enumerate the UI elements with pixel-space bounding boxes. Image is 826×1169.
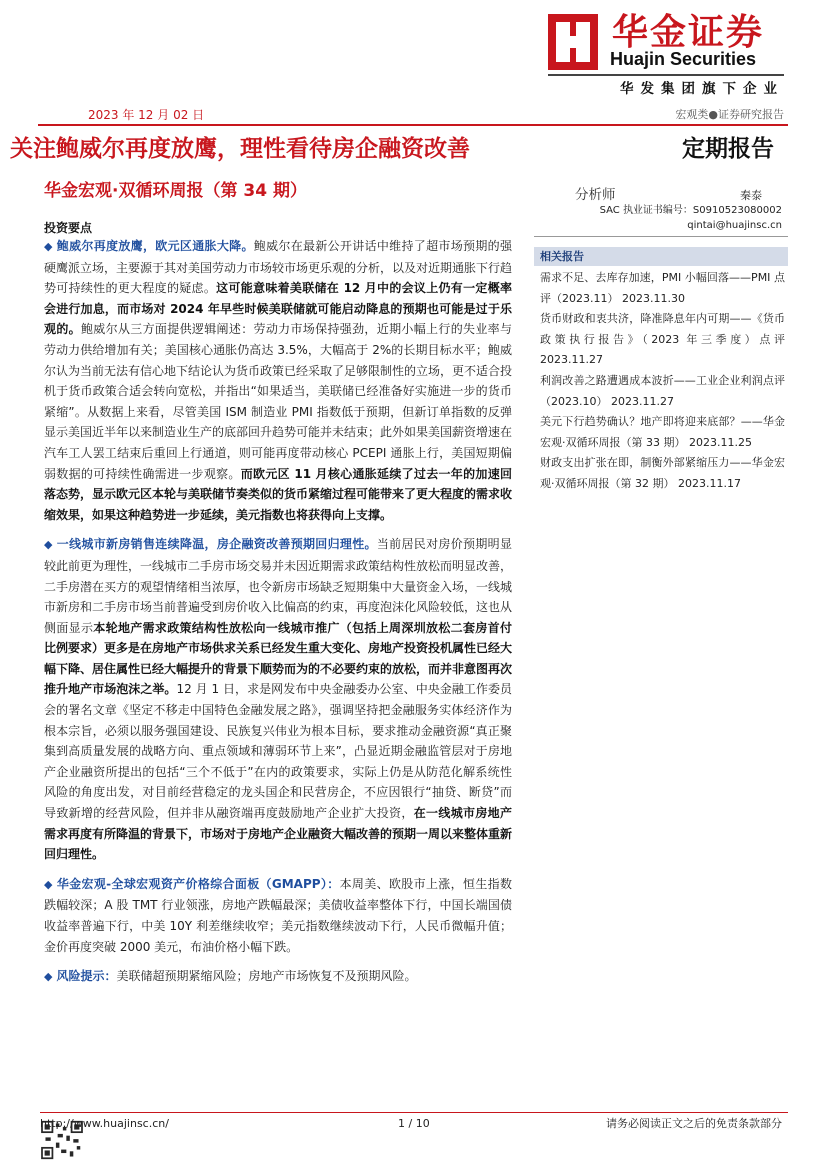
paragraph-lead: 风险提示： xyxy=(56,969,117,984)
paragraph-lead: 华金宏观-全球宏观资产价格综合面板（GMAPP）： xyxy=(56,876,340,891)
analyst-certificate: SAC 执业证书编号：S0910523080002 xyxy=(599,205,782,216)
paragraph-emphasis: 本轮地产需求政策结构性放松向一线城市推广（包括上周深圳放松二套房首付比例要求）更多是在房地产市场供求关系已经发生重大变化、房地产投资投机属性已经大幅下降、居住属性已经大幅提升的背景下顺势而为的不必要约束的放松，而并非意图再次推升地产市场泡沫之举。 xyxy=(44,620,513,697)
related-report-item[interactable]: 财政支出扩张在即，制衡外部紧缩压力——华金宏观·双循环周报（第 32 期） 2023.11.17 xyxy=(540,456,785,490)
diamond-bullet-icon: ◆ xyxy=(44,970,53,984)
huajin-logo-icon xyxy=(548,14,598,70)
paragraph-gmapp xyxy=(44,874,512,957)
paragraph-property xyxy=(44,534,512,865)
diamond-bullet-icon: ◆ xyxy=(44,240,53,253)
section-heading: 投资要点 xyxy=(44,221,93,235)
document-category: 宏观类●证券研究报告 xyxy=(675,108,784,121)
investment-highlights xyxy=(44,236,512,997)
analyst-name: 秦泰 xyxy=(740,189,762,202)
logo-chinese-name: 华金证券 xyxy=(612,12,765,53)
related-report-item[interactable]: 美元下行趋势确认？地产即将迎来底部？——华金宏观·双循环周报（第 33 期） 2023.11.25 xyxy=(540,415,785,449)
paragraph-emphasis: 这可能意味着美联储在 12 月中的会议上仍有一定概率会进行加息，而市场对 2024 年早些时候美联储就可能启动降息的预期也可能是过于乐观的。 xyxy=(44,281,512,337)
analyst-email[interactable]: qintai@huajinsc.cn xyxy=(687,220,782,231)
diamond-bullet-icon: ◆ xyxy=(44,877,53,891)
header-divider xyxy=(548,74,784,76)
company-slogan: 华发集团旗下企业 xyxy=(620,81,784,97)
paragraph-lead: 鲍威尔再度放鹰，欧元区通胀大降。 xyxy=(56,239,254,253)
disclaimer-note: 请务必阅读正文之后的免责条款部分 xyxy=(606,1117,782,1130)
report-title: 关注鲍威尔再度放鹰，理性看待房企融资改善 xyxy=(10,136,470,162)
related-report-item[interactable]: 货币财政和衷共济，降准降息年内可期——《货币政策执行报告》（2023 年三季度）点评 2023.11.27 xyxy=(540,312,785,367)
footer-url[interactable]: http://www.huajinsc.cn/ xyxy=(40,1117,169,1130)
analyst-label: 分析师 xyxy=(575,187,616,203)
analyst-divider xyxy=(534,236,788,237)
report-subtitle: 华金宏观·双循环周报（第 34 期） xyxy=(44,181,307,201)
date-bar xyxy=(38,106,788,124)
logo-english-name: Huajin Securities xyxy=(610,49,757,69)
paragraph-text: 当前居民对房价预期明显较此前更为理性，一线城市二手房市场交易并未因近期需求政策结构性放松而明显改善，二手房潜在买方的观望情绪相当浓厚，也令新房市场缺乏短期集中大量资金入场，一线城市新房和二手房市场当前普遍受到房价收入比偏高的约束，再度泡沫化风险较低，这也从侧面显示 xyxy=(44,537,513,635)
related-reports-list xyxy=(540,268,785,495)
paragraph-text: 美联储超预期紧缩风险；房地产市场恢复不及预期风险。 xyxy=(116,969,417,984)
paragraph-emphasis: 在一线城市房地产需求再度有所降温的背景下，市场对于房地产企业融资大幅改善的预期一周以来整体重新回归理性。 xyxy=(44,806,513,862)
related-report-item[interactable]: 利润改善之路遭遇成本波折——工业企业利润点评（2023.10） 2023.11.27 xyxy=(540,373,785,408)
page-number: 1 / 10 xyxy=(398,1117,430,1130)
paragraph-text: 鲍威尔从三方面提供逻辑阐述：劳动力市场保持强劲，近期小幅上行的失业率与劳动力供给增加有关；美国核心通胀仍高达 3.5%，大幅高于 2%的长期目标水平；鲍威尔认为当前无法有信心地下结论认为货币政策已经采取了足够限制性的立场，更不适合投机于货币政策合适会转向宽松，并指出“如果适当，美联储已经准备好实施进一步的货币紧缩”。从数据上来看，尽管美国 ISM 制造业 PMI 指数低于预期，但新订单指数的反弹显示美国近半年以来制造业生产的底部回升趋势可能并未结束；此外如果美国薪资增速在汽车工人罢工结束后重回上行通道，则可能再度带动核心 PCEPI 通胀上行，美国短期偏弱数据的可持续性确需进一步观察。 xyxy=(44,322,513,481)
footer-divider xyxy=(40,1112,788,1113)
diamond-bullet-icon: ◆ xyxy=(44,538,53,552)
paragraph-text: 12 月 1 日，求是网发布中央金融委办公室、中央金融工作委员会的署名文章《坚定不移走中国特色金融发展之路》，强调坚持把金融服务实体经济作为根本宗旨，必须以服务强国建设、民族复兴伟业为根本目标，要求推动金融资源“真正聚集到高质量发展的战略方向、重点领域和薄弱环节上来”，凸显近期金融监管层对于房地产企业融资所提出的包括“三个不低于”在内的政策要求，实际上仍是从防范化解系统性风险的角度出发，对目前经营稳定的龙头国企和民营房企，不应因银行“抽贷、断贷”而导致新增的经营风险，但并非从融资端再度鼓励地产企业扩大投资， xyxy=(44,682,512,821)
related-reports-header xyxy=(534,247,788,266)
report-date: 2023 年 12 月 02 日 xyxy=(88,108,205,122)
paragraph-lead: 一线城市新房销售连续降温，房企融资改善预期回归理性。 xyxy=(56,537,377,552)
related-reports-title: 相关报告 xyxy=(540,250,584,263)
paragraph-risk xyxy=(44,966,512,988)
report-type: 定期报告 xyxy=(682,136,774,162)
related-report-item[interactable]: 需求不足、去库存加速，PMI 小幅回落——PMI 点评（2023.11） 2023.11.30 xyxy=(540,271,785,305)
title-divider xyxy=(38,124,788,126)
paragraph-text: 本周美、欧股市上涨，恒生指数跌幅较深；A 股 TMT 行业领涨，房地产跌幅最深；美债收益率整体下行，中国长端国债收益率普遍下行，中美 10Y 利差继续收窄；美元指数继续波动下行，人民币微幅升值；金价再度突破 2000 美元，布油价格小幅下跌。 xyxy=(44,876,512,954)
paragraph-powell xyxy=(44,236,512,525)
paragraph-emphasis: 而欧元区 11 月核心通胀延续了过去一年的加速回落态势，显示欧元区本轮与美联储节奏类似的货币紧缩过程可能带来了更大程度的需求收缩效果，如果这种趋势进一步延续，美元指数也将获得向上支撑。 xyxy=(44,466,513,522)
paragraph-text: 鲍威尔在最新公开讲话中维持了超市场预期的强硬鹰派立场，主要源于其对美国劳动力市场较市场更乐观的分析，以及对近期通胀下行趋势可持续性的更大程度的疑虑。 xyxy=(44,239,513,296)
